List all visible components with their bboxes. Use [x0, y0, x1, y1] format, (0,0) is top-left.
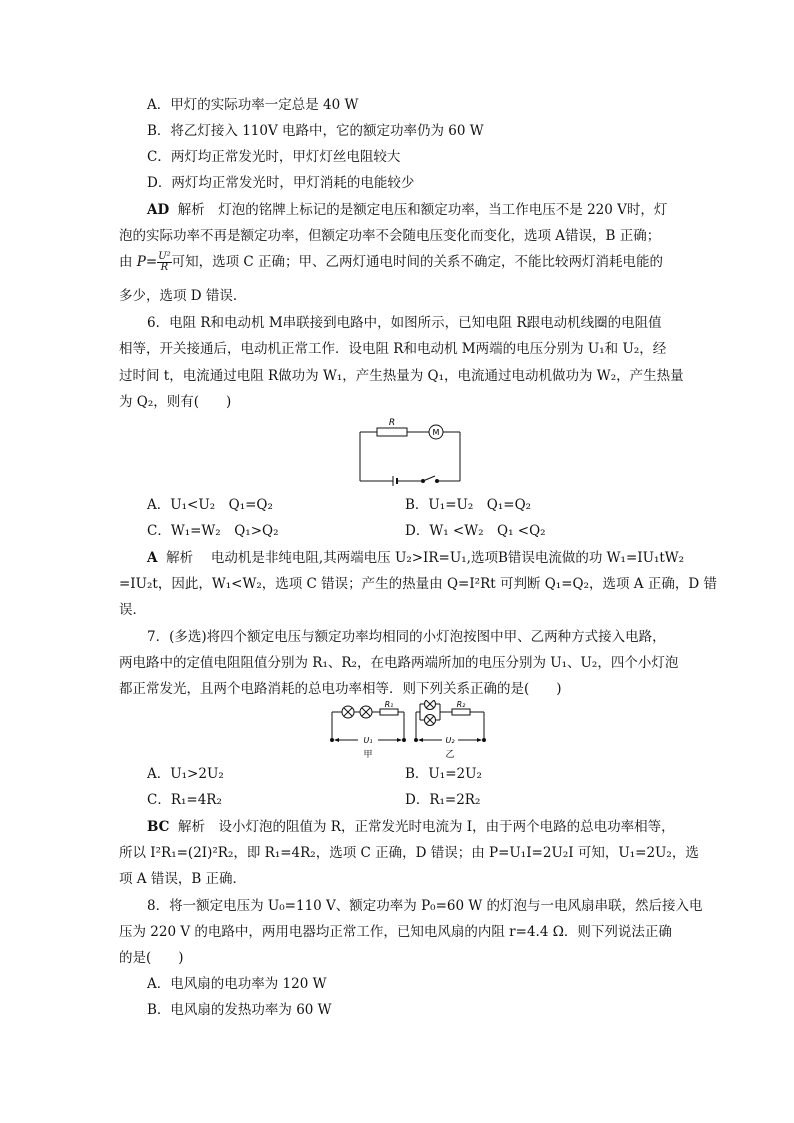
q7-circuit-diagrams: [328, 700, 490, 762]
q8-stem-line3: 的是( ): [119, 950, 184, 966]
q7-stem-line3: 都正常发光，且两个电路消耗的总电功率相等．则下列关系正确的是( ): [119, 681, 562, 697]
fig-label-r1: R₁: [384, 700, 394, 709]
q8-option-b: B．电风扇的发热功率为 60 W: [147, 1002, 332, 1018]
resistor-r2-symbol: [452, 709, 470, 715]
q6-option-d: D．W₁ <W₂ Q₁ <Q₂: [405, 523, 546, 539]
q5-answer: AD: [147, 202, 170, 218]
q6-option-c: C．W₁=W₂ Q₁>Q₂: [147, 523, 279, 539]
q6-option-a: A．U₁<U₂ Q₁=Q₂: [147, 497, 273, 513]
q5-option-d: D．两灯均正常发光时，甲灯消耗的电能较少: [147, 175, 415, 191]
resistor-r1-symbol: [380, 709, 398, 715]
q5-explanation-line2: 泡的实际功率不再是额定功率，但额定功率不会随电压变化而变化，选项 A错误，B 正确；: [119, 228, 661, 244]
fig-label-u2: U₂: [445, 736, 455, 745]
q6-stem-line4: 为 Q₂，则有( ): [119, 394, 232, 410]
q8-stem-line1: 8．将一额定电压为 U₀=110 V、额定功率为 P₀=60 W 的灯泡与一电风扇串联，然后接入电: [147, 898, 703, 914]
q6-explanation-line3: 误．: [119, 602, 146, 618]
q7-explanation-line2: 所以 I²R₁=(2I)²R₂，即 R₁=4R₂，选项 C 正确，D 错误；由 P=U₁I=2U₂I 可知，U₁=2U₂，选: [119, 845, 699, 861]
q7-stem-line1: 7．(多选)将四个额定电压与额定功率均相同的小灯泡按图中甲、乙两种方式接入电路，: [147, 629, 666, 645]
fig-label-jia: 甲: [363, 750, 373, 760]
q7-explanation-line1: BC 解析 设小灯泡的阻值为 R，正常发光时电流为 I，由于两个电路的总电功率相等，: [147, 819, 675, 835]
q6-option-b: B．U₁=U₂ Q₁=Q₂: [405, 497, 532, 513]
q6-stem-line2: 相等，开关接通后，电动机正常工作．设电阻 R和电动机 M两端的电压分别为 U₁和 U₂，经: [119, 341, 667, 357]
switch-blade: [423, 476, 435, 481]
q6-explanation-line1: A 解析 电动机是非纯电阻,其两端电压 U₂>IR=U₁,选项B错误电流做的功 W₁=IU₁tW₂: [147, 550, 685, 566]
q5-explanation-line3: 由 P= $\frac{\text{U²}}{R}$ 可知，选项 C 正确；甲、乙两灯通电时间的关系不确定，不能比较两灯消耗电能的: [119, 251, 664, 273]
q7-option-c: C．R₁=4R₂: [147, 792, 222, 808]
q8-stem-line2: 压为 220 V 的电路中，两用电器均正常工作，已知电风扇的内阻 r=4.4 Ω．则下列说法正确: [119, 924, 672, 940]
fig-label-r: R: [388, 418, 396, 428]
q7-option-b: B．U₁=2U₂: [405, 766, 482, 782]
q5-option-c: C．两灯均正常发光时，甲灯灯丝电阻较大: [147, 149, 401, 165]
fig-label-u1: U₁: [363, 736, 373, 745]
resistor-r-symbol: [377, 428, 407, 436]
q5-option-a: A．甲灯的实际功率一定总是 40 W: [147, 97, 359, 113]
q6-stem-line1: 6．电阻 R和电动机 M串联接到电路中，如图所示，已知电阻 R跟电动机线圈的电阻值: [147, 315, 662, 331]
q7-option-d: D．R₁=2R₂: [405, 792, 481, 808]
fig-label-r2: R₂: [456, 700, 466, 709]
fig-label-m: M: [432, 428, 440, 437]
q6-circuit-diagram: [355, 415, 465, 487]
q5-explanation-line4: 多少，选项 D 错误．: [119, 288, 247, 304]
q7-answer: BC: [147, 819, 170, 835]
q5-explanation-line1: AD 解析 灯泡的铭牌上标记的是额定电压和额定功率，当工作电压不是 220 V时，灯: [147, 202, 668, 218]
power-formula-fraction: $\frac{\text{U²}}{R}$: [158, 251, 171, 273]
q6-answer: A: [147, 550, 158, 566]
q8-option-a: A．电风扇的电功率为 120 W: [147, 976, 327, 992]
q7-option-a: A．U₁>2U₂: [147, 766, 224, 782]
q7-stem-line2: 两电路中的定值电阻阻值分别为 R₁、R₂，在电路两端所加的电压分别为 U₁、U₂，四个小灯泡: [119, 655, 679, 671]
q6-stem-line3: 过时间 t，电流通过电阻 R做功为 W₁，产生热量为 Q₁，电流通过电动机做功为 W₂，产生热量: [119, 368, 684, 384]
q6-explanation-line2: =IU₂t，因此，W₁<W₂，选项 C 错误；产生的热量由 Q=I²Rt 可判断 Q₁=Q₂，选项 A 正确，D 错: [119, 576, 717, 592]
fig-label-yi: 乙: [445, 750, 455, 760]
q7-explanation-line3: 项 A 错误，B 正确．: [119, 871, 247, 887]
q5-option-b: B．将乙灯接入 110V 电路中，它的额定功率仍为 60 W: [147, 123, 484, 139]
